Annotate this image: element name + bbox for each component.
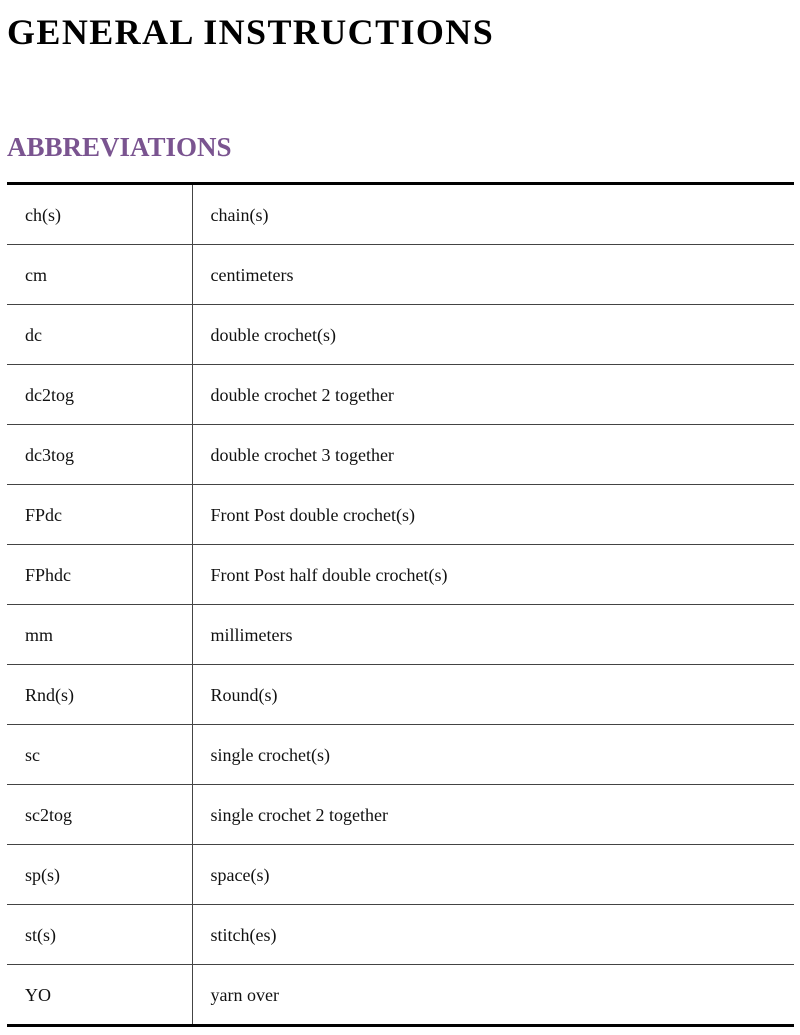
abbreviation-meaning: Front Post double crochet(s) bbox=[192, 485, 794, 545]
abbreviation-meaning: centimeters bbox=[192, 245, 794, 305]
table-row bbox=[7, 365, 794, 425]
abbreviation-meaning: millimeters bbox=[192, 605, 794, 665]
table-row bbox=[7, 545, 794, 605]
abbreviation-term: FPhdc bbox=[7, 545, 192, 605]
abbreviations-table bbox=[7, 182, 794, 1027]
abbreviation-meaning: double crochet 2 together bbox=[192, 365, 794, 425]
abbreviation-term: sp(s) bbox=[7, 845, 192, 905]
abbreviation-term: sc bbox=[7, 725, 192, 785]
table-row bbox=[7, 965, 794, 1026]
abbreviation-term: sc2tog bbox=[7, 785, 192, 845]
abbreviation-meaning: single crochet(s) bbox=[192, 725, 794, 785]
abbreviation-term: dc bbox=[7, 305, 192, 365]
table-row bbox=[7, 905, 794, 965]
abbreviation-term: dc3tog bbox=[7, 425, 192, 485]
abbreviation-term: dc2tog bbox=[7, 365, 192, 425]
abbreviation-term: FPdc bbox=[7, 485, 192, 545]
abbreviation-meaning: chain(s) bbox=[192, 184, 794, 245]
abbreviation-meaning: double crochet(s) bbox=[192, 305, 794, 365]
abbreviation-term: YO bbox=[7, 965, 192, 1026]
table-row bbox=[7, 785, 794, 845]
abbreviation-meaning: double crochet 3 together bbox=[192, 425, 794, 485]
abbreviation-term: cm bbox=[7, 245, 192, 305]
abbreviation-term: st(s) bbox=[7, 905, 192, 965]
table-row bbox=[7, 665, 794, 725]
table-row bbox=[7, 184, 794, 245]
abbreviation-meaning: yarn over bbox=[210, 984, 279, 1005]
abbreviation-term: ch(s) bbox=[7, 184, 192, 245]
table-row bbox=[7, 485, 794, 545]
abbreviation-meaning: single crochet 2 together bbox=[192, 785, 794, 845]
abbreviation-meaning: space(s) bbox=[192, 845, 794, 905]
abbreviation-meaning: stitch(es) bbox=[192, 905, 794, 965]
table-row bbox=[7, 605, 794, 665]
abbreviation-meaning: Front Post half double crochet(s) bbox=[192, 545, 794, 605]
abbreviation-term: Rnd(s) bbox=[7, 665, 192, 725]
table-row bbox=[7, 845, 794, 905]
section-title-abbreviations: ABBREVIATIONS bbox=[7, 132, 232, 162]
table-row bbox=[7, 305, 794, 365]
table-row bbox=[7, 245, 794, 305]
page-title: GENERAL INSTRUCTIONS bbox=[7, 12, 495, 52]
table-row bbox=[7, 725, 794, 785]
table-row bbox=[7, 425, 794, 485]
abbreviation-meaning: Round(s) bbox=[192, 665, 794, 725]
abbreviation-term: mm bbox=[7, 605, 192, 665]
